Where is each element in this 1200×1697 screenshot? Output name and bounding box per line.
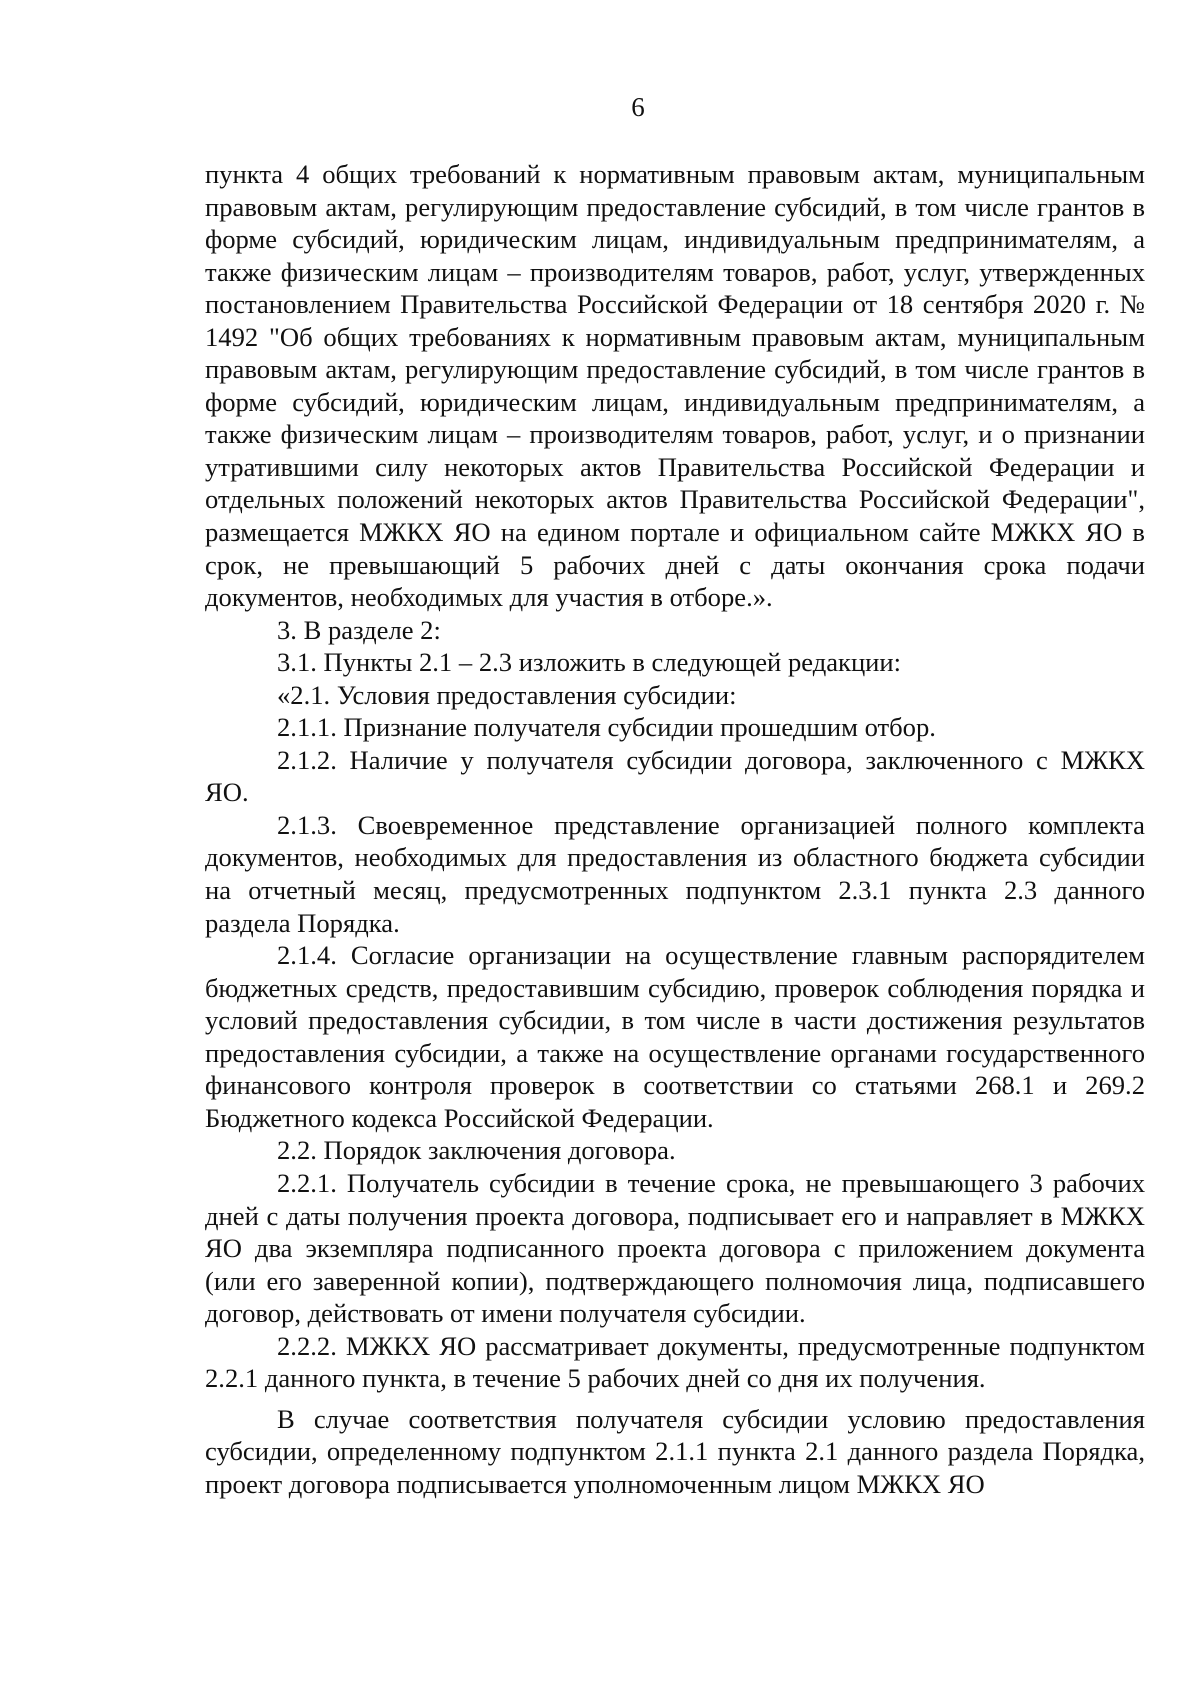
paragraph-3-1: 3.1. Пункты 2.1 – 2.3 изложить в следующей редакции: <box>277 647 902 678</box>
page-number: 6 <box>631 92 645 122</box>
paragraph-2-2-1: 2.2.1. Получатель субсидии в течение срока, не превышающего 3 рабочих дней с даты получения проекта договора, подписывает его и направляет в МЖКХ ЯО два экземпляра подписанного проекта договора с приложением документа (или его заверенной копии), подтверждающего полномочия лица, подписавшего договор, действовать от имени получателя субсидии. <box>205 1167 1145 1329</box>
document-body <box>205 158 1145 1500</box>
paragraph-conformity: В случае соответствия получателя субсидии условию предоставления субсидии, определенному подпунктом 2.1.1 пункта 2.1 данного раздела Порядка, проект договора подписывается уполномоченным лицом МЖКХ ЯО <box>205 1403 1145 1499</box>
paragraph-2-1: «2.1. Условия предоставления субсидии: <box>277 679 737 710</box>
paragraph-2-1-4: 2.1.4. Согласие организации на осуществление главным распорядителем бюджетных средств, предоставившим субсидию, проверок соблюдения порядка и условий предоставления субсидии, в том числе в части достижения результатов предоставления субсидии, а также на осуществление органами государственного финансового контроля проверок в соответствии со статьями 268.1 и 269.2 Бюджетного кодекса Российской Федерации. <box>205 940 1145 1133</box>
paragraph-continuation: пункта 4 общих требований к нормативным правовым актам, муниципальным правовым актам, регулирующим предоставление субсидий, в том числе грантов в форме субсидий, юридическим лицам, индивидуальным предпринимателям, а также физическим лицам – производителям товаров, работ, услуг, утвержденных постановлением Правительства Российской Федерации от 18 сентября 2020 г. № 1492 "Об общих требованиях к нормативным правовым актам, муниципальным правовым актам, регулирующим предоставление субсидий, в том числе грантов в форме субсидий, юридическим лицам, индивидуальным предпринимателям, а также физическим лицам – производителям товаров, работ, услуг, и о признании утратившими силу некоторых актов Правительства Российской Федерации и отдельных положений некоторых актов Правительства Российской Федерации", размещается МЖКХ ЯО на едином портале и официальном сайте МЖКХ ЯО в срок, не превышающий 5 рабочих дней с даты окончания срока подачи документов, необходимых для участия в отборе.». <box>205 159 1145 613</box>
paragraph-2-1-1: 2.1.1. Признание получателя субсидии прошедшим отбор. <box>277 712 936 743</box>
paragraph-2-2-2: 2.2.2. МЖКХ ЯО рассматривает документы, предусмотренные подпунктом 2.2.1 данного пункта, в течение 5 рабочих дней со дня их получения. <box>205 1330 1145 1394</box>
paragraph-2-1-2: 2.1.2. Наличие у получателя субсидии договора, заключенного с МЖКХ ЯО. <box>205 744 1145 808</box>
paragraph-2-1-3: 2.1.3. Своевременное представление организацией полного комплекта документов, необходимых для предоставления из областного бюджета субсидии на отчетный месяц, предусмотренных подпунктом 2.3.1 пункта 2.3 данного раздела Порядка. <box>205 809 1145 938</box>
paragraph-2-2: 2.2. Порядок заключения договора. <box>277 1135 676 1166</box>
paragraph-section-3: 3. В разделе 2: <box>277 614 441 645</box>
